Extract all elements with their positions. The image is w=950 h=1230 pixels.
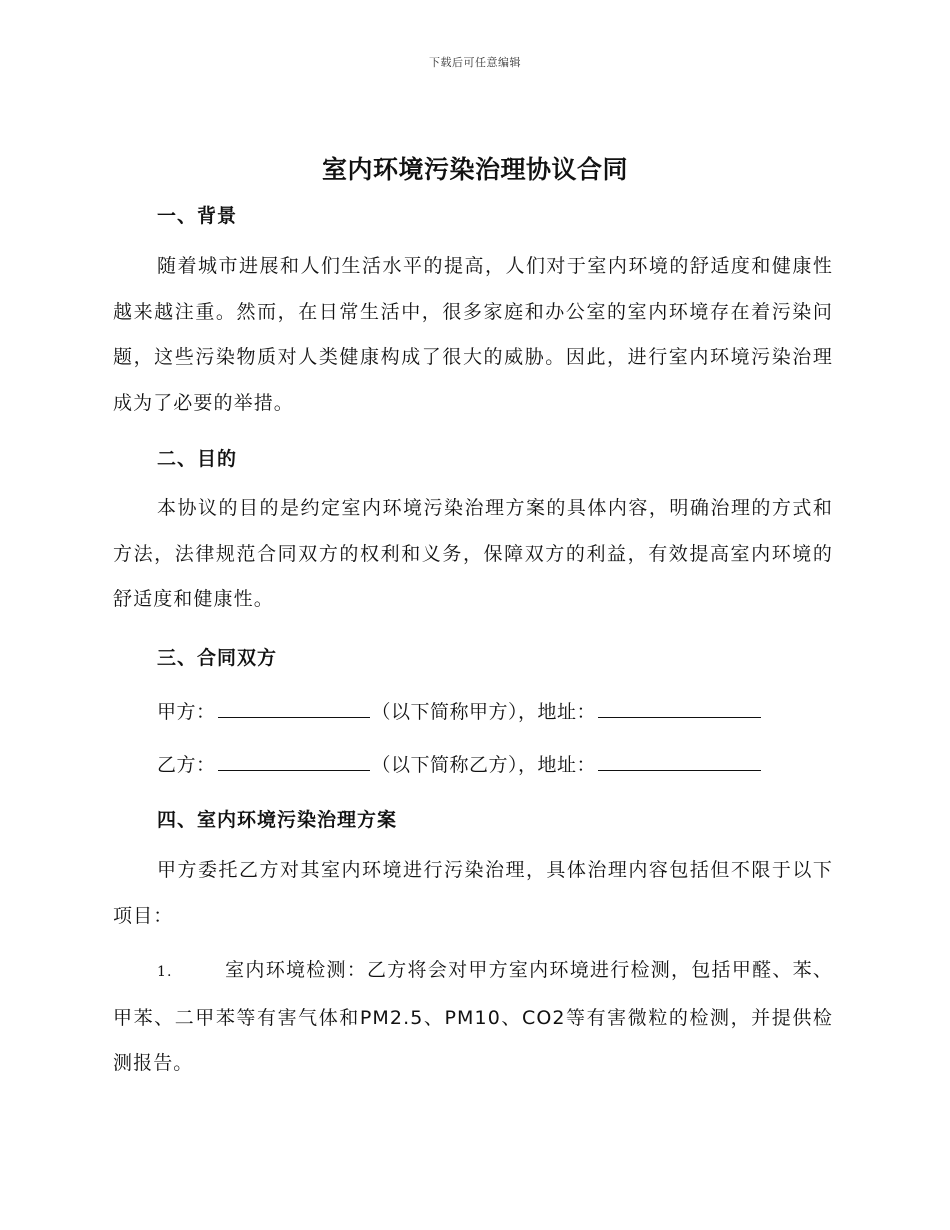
party-b-line — [157, 750, 761, 777]
purpose-paragraph: 本协议的目的是约定室内环境污染治理方案的具体内容，明确治理的方式和方法，法律规范合同双方的权利和义务，保障双方的利益，有效提高室内环境的舒适度和健康性。 — [113, 497, 833, 611]
party-a-label: 甲方： — [157, 701, 216, 723]
party-b-address-blank[interactable] — [598, 769, 761, 771]
header-note: 下载后可任意编辑 — [429, 56, 521, 69]
list-item — [113, 948, 833, 1087]
party-a-note: （以下简称甲方），地址： — [371, 701, 597, 723]
party-b-note: （以下简称乙方），地址： — [371, 754, 597, 776]
list-item-text: 室内环境检测：乙方将会对甲方室内环境进行检测，包括甲醛、苯、甲苯、二甲苯等有害气体和PM2.5、PM10、CO2等有害微粒的检测，并提供检测报告。 — [113, 959, 833, 1075]
section-heading-parties: 三、合同双方 — [157, 647, 278, 669]
plan-intro-paragraph: 甲方委托乙方对其室内环境进行污染治理，具体治理内容包括但不限于以下项目： — [113, 859, 833, 927]
document-title: 室内环境污染治理协议合同 — [321, 155, 628, 184]
party-b-name-blank[interactable] — [218, 769, 370, 771]
section-heading-purpose: 二、目的 — [157, 448, 238, 470]
party-a-name-blank[interactable] — [218, 716, 370, 718]
party-a-line — [157, 697, 761, 724]
background-paragraph: 随着城市进展和人们生活水平的提高，人们对于室内环境的舒适度和健康性越来越注重。然而，在日常生活中，很多家庭和办公室的室内环境存在着污染问题，这些污染物质对人类健康构成了很大的威胁。因此，进行室内环境污染治理成为了必要的举措。 — [113, 255, 833, 415]
section-heading-plan: 四、室内环境污染治理方案 — [157, 809, 398, 831]
section-heading-background: 一、背景 — [157, 205, 238, 227]
party-a-address-blank[interactable] — [598, 716, 761, 718]
list-item-number: 1. — [157, 964, 173, 980]
party-b-label: 乙方： — [157, 754, 216, 776]
